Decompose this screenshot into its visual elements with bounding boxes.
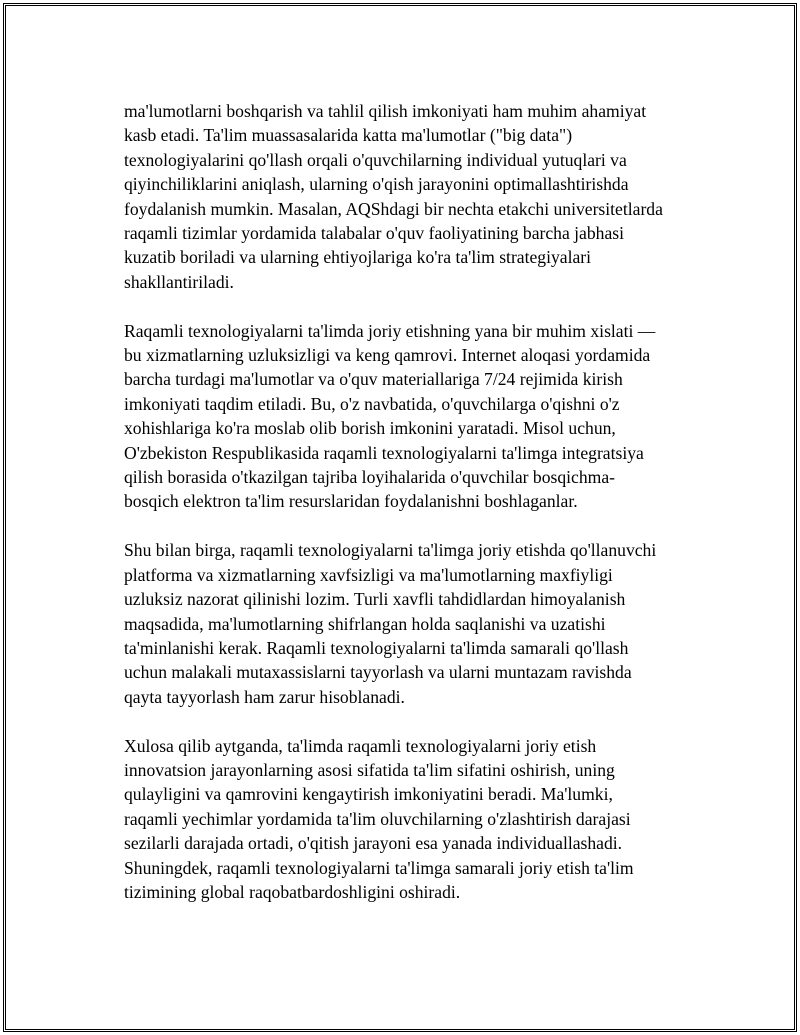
text-line: imkoniyati taqdim etiladi. Bu, o'z navbatida, o'quvchilarga o'qishni o'z	[124, 393, 620, 414]
text-line: uzluksiz nazorat qilinishi lozim. Turli xavfli tahdidlardan himoyalanish	[124, 589, 626, 610]
text-line: uchun malakali mutaxassislarni tayyorlash va ularni muntazam ravishda	[124, 662, 632, 683]
document-body	[124, 99, 704, 929]
text-line: Shu bilan birga, raqamli texnologiyalarni ta'limga joriy etishda qo'llanuvchi	[124, 540, 657, 561]
text-line: tizimining global raqobatbardoshligini oshiradi.	[124, 881, 461, 902]
text-line: raqamli tizimlar yordamida talabalar o'quv faoliyatining barcha jabhasi	[124, 223, 625, 244]
text-line: Raqamli texnologiyalarni ta'limda joriy etishning yana bir muhim xislati —	[124, 320, 656, 341]
text-line: Shuningdek, raqamli texnologiyalarni ta'limga samarali joriy etish ta'lim	[124, 857, 634, 878]
text-line: Xulosa qilib aytganda, ta'limda raqamli texnologiyalarni joriy etish	[124, 735, 597, 756]
text-line: ma'lumotlarni boshqarish va tahlil qilish imkoniyati ham muhim ahamiyat	[124, 101, 647, 121]
text-line: xohishlariga ko'ra moslab olib borish imkonini yaratadi. Misol uchun,	[124, 418, 616, 439]
text-line: maqsadida, ma'lumotlarning shifrlangan holda saqlanishi va uzatishi	[124, 613, 606, 634]
text-line: bu xizmatlarning uzluksizligi va keng qamrovi. Internet aloqasi yordamida	[124, 345, 651, 366]
paragraph-4	[124, 734, 704, 905]
text-line: qayta tayyorlash ham zarur hisoblanadi.	[124, 686, 405, 707]
text-line: ta'minlanishi kerak. Raqamli texnologiyalarni ta'limda samarali qo'llash	[124, 637, 629, 658]
text-line: platforma va xizmatlarning xavfsizligi va ma'lumotlarning maxfiyligi	[124, 564, 613, 585]
text-line: O'zbekiston Respublikasida raqamli texnologiyalarni ta'limga integratsiya	[124, 442, 644, 463]
text-line: barcha turdagi ma'lumotlar va o'quv materiallariga 7/24 rejimida kirish	[124, 369, 623, 390]
text-line: texnologiyalarini qo'llash orqali o'quvchilarning individual yutuqlari va	[124, 149, 627, 170]
text-line: foydalanish mumkin. Masalan, AQShdagi bir nechta etakchi universitetlarda	[124, 198, 663, 219]
paragraph-1	[124, 99, 704, 294]
text-line: shakllantiriladi.	[124, 271, 234, 292]
text-line: kasb etadi. Ta'lim muassasalarida katta ma'lumotlar ("big data")	[124, 125, 573, 146]
text-line: bosqich elektron ta'lim resurslaridan foydalanishni boshlaganlar.	[124, 491, 578, 512]
text-line: raqamli yechimlar yordamida ta'lim oluvchilarning o'zlashtirish darajasi	[124, 808, 631, 829]
paragraph-3	[124, 538, 704, 709]
page-frame	[3, 3, 797, 1032]
text-line: kuzatib boriladi va ularning ehtiyojlariga ko'ra ta'lim strategiyalari	[124, 247, 592, 268]
paragraph-2	[124, 319, 704, 514]
text-line: qiyinchiliklarini aniqlash, ularning o'qish jarayonini optimallashtirishda	[124, 174, 629, 195]
text-line: innovatsion jarayonlarning asosi sifatida ta'lim sifatini oshirish, uning	[124, 759, 615, 780]
text-line: qulayligini va qamrovini kengaytirish imkoniyatini beradi. Ma'lumki,	[124, 784, 613, 805]
text-line: qilish borasida o'tkazilgan tajriba loyihalarida o'quvchilar bosqichma-	[124, 467, 616, 488]
text-line: sezilarli darajada ortadi, o'qitish jarayoni esa yanada individuallashadi.	[124, 833, 623, 854]
